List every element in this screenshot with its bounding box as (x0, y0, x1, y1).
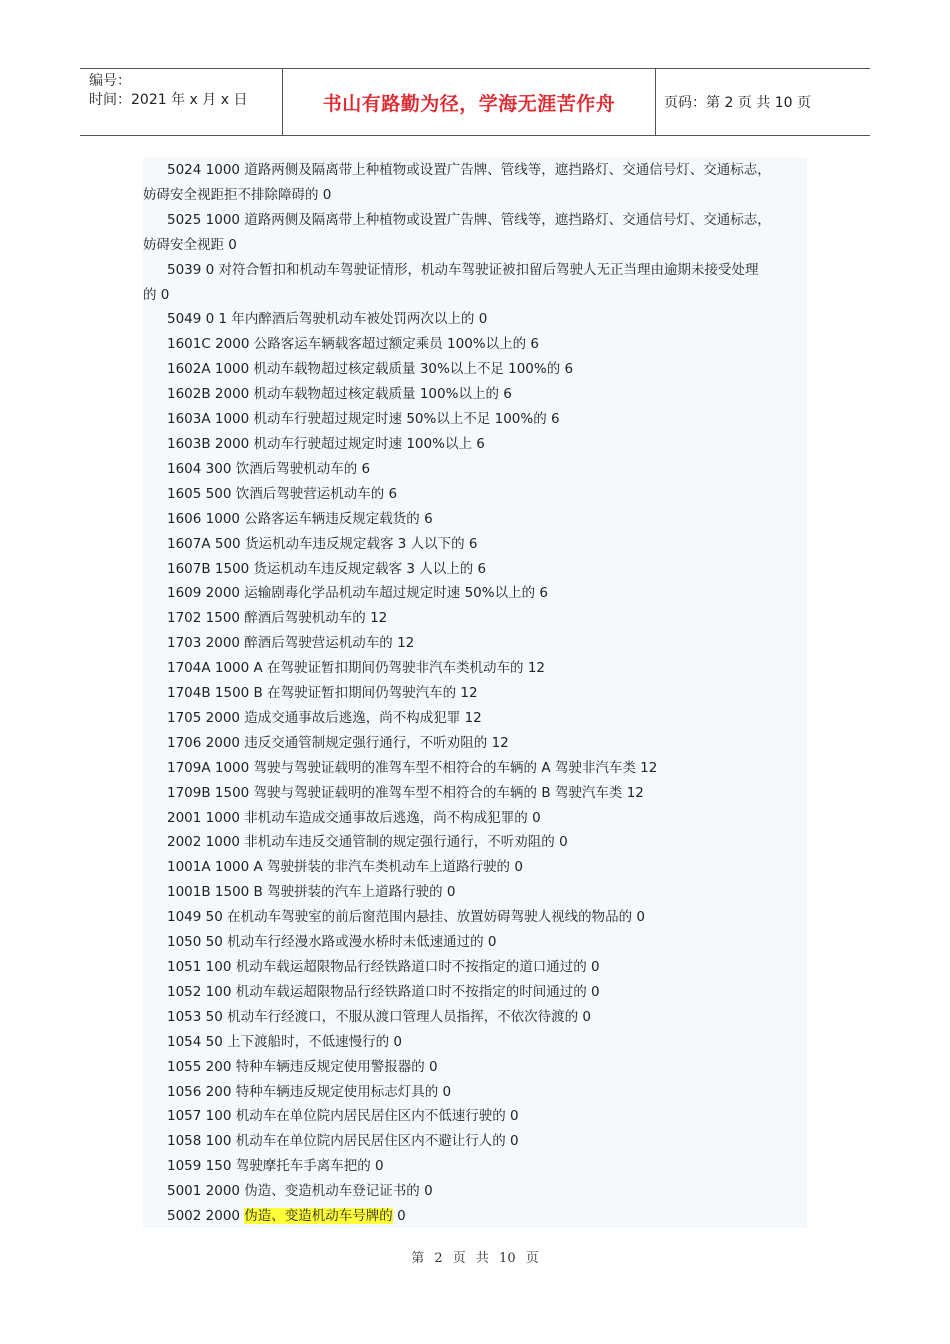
entry-line: 1703 2000 醉酒后驾驶营运机动车的 12 (167, 635, 415, 652)
entry-line: 1054 50 上下渡船时，不低速慢行的 0 (167, 1033, 402, 1050)
highlighted-text: 伪造、变造机动车号牌的 (244, 1208, 393, 1225)
entry-line: 1059 150 驾驶摩托车手离车把的 0 (167, 1158, 384, 1175)
entry-line: 1607B 1500 货运机动车违反规定载客 3 人以上的 6 (167, 560, 487, 577)
paragraph (143, 258, 807, 308)
entry-line: 1606 1000 公路客运车辆违反规定载货的 6 (167, 510, 433, 527)
entry-line: 1709A 1000 驾驶与驾驶证载明的准驾车型不相符合的车辆的 A 驾驶非汽车类 12 (167, 759, 658, 776)
entry-line: 1057 100 机动车在单位院内居民居住区内不低速行驶的 0 (167, 1108, 519, 1125)
entry-line: 1706 2000 违反交通管制规定强行通行，不听劝阻的 12 (167, 734, 509, 751)
entry-line: 1601C 2000 公路客运车辆载客超过额定乘员 100%以上的 6 (167, 336, 539, 353)
entry-line: 1052 100 机动车载运超限物品行经铁路道口时不按指定的时间通过的 0 (167, 983, 600, 1000)
number-label: 编号： (89, 73, 131, 89)
entry-line: 1056 200 特种车辆违反规定使用标志灯具的 0 (167, 1083, 452, 1100)
entry-line: 1607A 500 货运机动车违反规定载客 3 人以下的 6 (167, 535, 478, 552)
entry-line: 1058 100 机动车在单位院内居民居住区内不避让行人的 0 (167, 1133, 519, 1150)
entry-line: 1001A 1000 A 驾驶拼装的非汽车类机动车上道路行驶的 0 (167, 859, 523, 876)
entry-line: 1602A 1000 机动车载物超过核定载质量 30%以上不足 100%的 6 (167, 361, 574, 378)
header-motto: 书山有路勤为径，学海无涯苦作舟 (282, 69, 656, 135)
entry-line: 1704B 1500 B 在驾驶证暂扣期间仍驾驶汽车的 12 (167, 685, 478, 702)
entry-line: 5001 2000 伪造、变造机动车登记证书的 0 (167, 1183, 433, 1200)
paragraph-line: 的 0 (143, 286, 170, 303)
entry-list (143, 307, 807, 1204)
entry-line: 1051 100 机动车载运超限物品行经铁路道口时不按指定的道口通过的 0 (167, 959, 600, 975)
entry-line: 1050 50 机动车行经漫水路或漫水桥时未低速通过的 0 (167, 934, 497, 951)
entry-line: 1049 50 在机动车驾驶室的前后窗范围内悬挂、放置妨碍驾驶人视线的物品的 0 (167, 909, 645, 926)
entry-line: 2001 1000 非机动车造成交通事故后逃逸，尚不构成犯罪的 0 (167, 809, 541, 826)
entry-line: 1609 2000 运输剧毒化学品机动车超过规定时速 50%以上的 6 (167, 585, 548, 602)
page-footer: 第 2 页 共 10 页 (411, 1251, 539, 1266)
entry-line: 1604 300 饮酒后驾驶机动车的 6 (167, 460, 371, 477)
entry-line: 5049 0 1 年内醉酒后驾驶机动车被处罚两次以上的 0 (167, 311, 488, 328)
entry-line: 1603A 1000 机动车行驶超过规定时速 50%以上不足 100%的 6 (167, 411, 560, 428)
entry-line: 1702 1500 醉酒后驾驶机动车的 12 (167, 610, 388, 627)
entry-line: 1055 200 特种车辆违反规定使用警报器的 0 (167, 1058, 438, 1075)
header-meta (80, 69, 282, 135)
entry-line: 1709B 1500 驾驶与驾驶证载明的准驾车型不相符合的车辆的 B 驾驶汽车类 12 (167, 784, 644, 801)
entry-line: 1704A 1000 A 在驾驶证暂扣期间仍驾驶非汽车类机动车的 12 (167, 660, 546, 677)
paragraph (143, 158, 807, 208)
entry-line: 1705 2000 造成交通事故后逃逸，尚不构成犯罪 12 (167, 709, 482, 726)
entry-line: 1602B 2000 机动车载物超过核定载质量 100%以上的 6 (167, 386, 512, 403)
entry-suffix: 0 (392, 1208, 406, 1225)
paragraph-line: 妨碍安全视距拒不排除障碍的 0 (143, 186, 332, 203)
paragraph (143, 208, 807, 258)
entry-line: 1001B 1500 B 驾驶拼装的汽车上道路行驶的 0 (167, 884, 456, 901)
paragraph-line: 5025 1000 道路两侧及隔离带上种植物或设置广告牌、管线等，遮挡路灯、交通信号灯、交通标志， (167, 211, 771, 228)
entry-line: 1603B 2000 机动车行驶超过规定时速 100%以上 6 (167, 435, 485, 452)
entry-line: 2002 1000 非机动车违反交通管制的规定强行通行，不听劝阻的 0 (167, 834, 568, 851)
entry-line: 1605 500 饮酒后驾驶营运机动车的 6 (167, 485, 398, 502)
time-label: 时间：2021 年 x 月 x 日 (89, 92, 248, 108)
paragraph-line: 5024 1000 道路两侧及隔离带上种植物或设置广告牌、管线等，遮挡路灯、交通信号灯、交通标志， (167, 162, 771, 178)
paragraph-line: 妨碍安全视距 0 (143, 236, 237, 253)
document-body (143, 158, 807, 1229)
page-header (80, 68, 870, 136)
paragraph-line: 5039 0 对符合暂扣和机动车驾驶证情形，机动车驾驶证被扣留后驾驶人无正当理由逾期未接受处理 (167, 261, 759, 278)
entry-prefix: 5002 2000 (167, 1208, 245, 1225)
header-page-info: 页码：第 2 页 共 10 页 (664, 95, 811, 111)
entry-line-highlighted (143, 1204, 807, 1229)
entry-line: 1053 50 机动车行经渡口，不服从渡口管理人员指挥，不依次待渡的 0 (167, 1008, 591, 1025)
